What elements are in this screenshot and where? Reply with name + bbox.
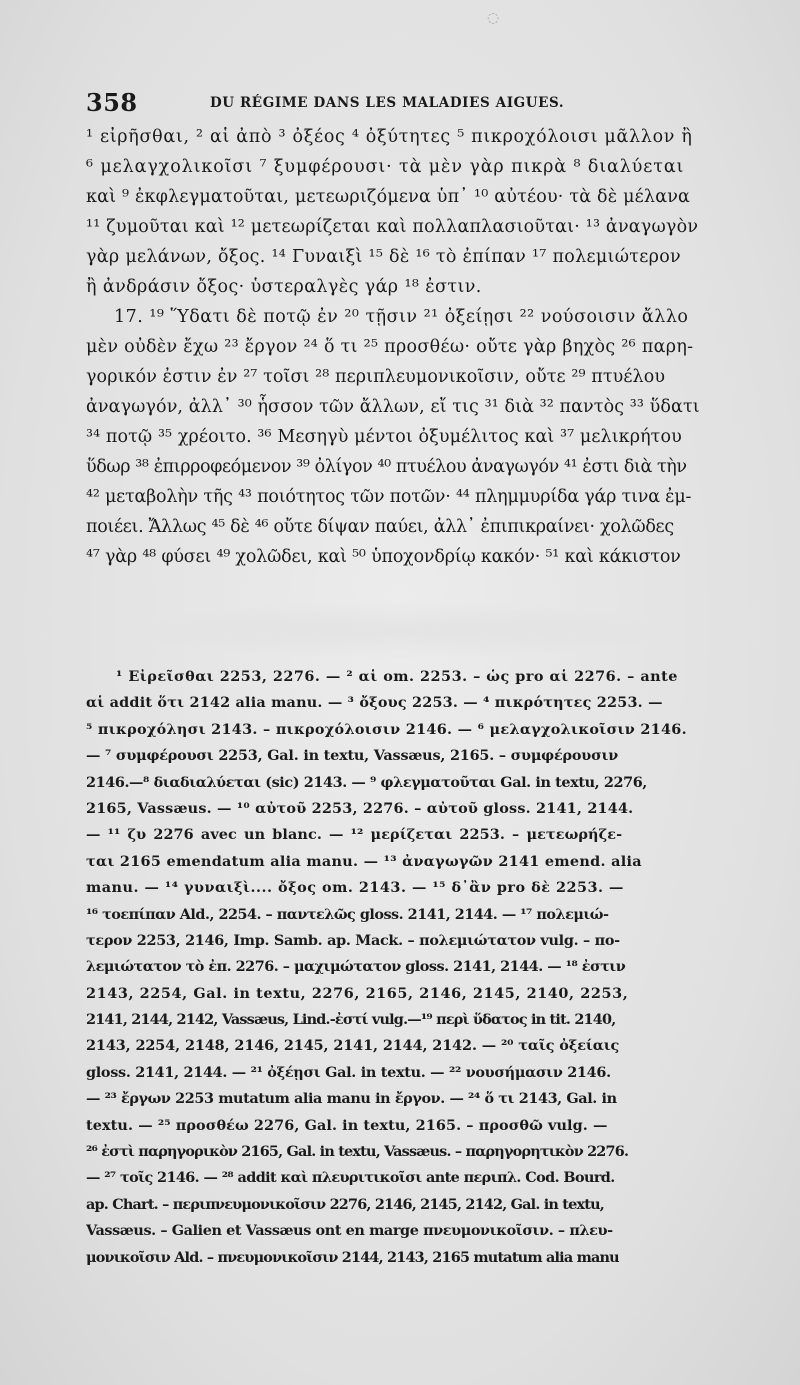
text-line: ⁶ μελαγχολικοῖσι ⁷ ξυμφέρουσι· τὰ μὲν γὰρ πικρὰ ⁸ διαλύεται (86, 157, 685, 177)
note-line: — ¹¹ ζυ 2276 avec un blanc. — ¹² μερίζεται 2253. – μετεωρήζε- (86, 826, 623, 844)
text-line: γὰρ μελάνων, ὄξος. ¹⁴ Γυναιξὶ ¹⁵ δὲ ¹⁶ τὸ ἐπίπαν ¹⁷ πολεμιώτερον (86, 247, 681, 267)
greek-main-text (86, 122, 746, 572)
note-line: — ⁷ συμφέρουσι 2253, Gal. in textu, Vassæus, 2165. – συμφέρουσιν (86, 747, 619, 765)
text-line: καὶ ⁹ ἐκφλεγματοῦται, μετεωριζόμενα ὑπ᾽ ¹⁰ αὐτέου· τὰ δὲ μέλανα (86, 187, 691, 207)
note-line: λεμιώτατον τὸ ἐπ. 2276. – μαχιμώτατον gloss. 2141, 2144. — ¹⁸ ἐστιν (86, 958, 626, 976)
note-line: — ²⁷ τοῖς 2146. — ²⁸ addit καὶ πλευριτικοῖσι ante περιπλ. Cod. Bourd. (86, 1169, 615, 1187)
note-line: textu. — ²⁵ προσθέω 2276, Gal. in textu, 2165. – προσθῶ vulg. — (86, 1116, 608, 1134)
section-start-line: 17. ¹⁹ Ὕδατι δὲ ποτῷ ἐν ²⁰ τῇσιν ²¹ ὀξείῃσι ²² νούσοισιν ἄλλο (114, 307, 689, 327)
note-line: ²⁶ ἐστὶ παρηγορικὸν 2165, Gal. in textu, Vassæus. – παρηγορητικὸν 2276. (86, 1143, 629, 1161)
text-line: ποιέει. Ἄλλως ⁴⁵ δὲ ⁴⁶ οὔτε δίψαν παύει, ἀλλ᾽ ἐπιπικραίνει· χολῶδες (86, 517, 674, 537)
text-line: ³⁴ ποτῷ ³⁵ χρέοιτο. ³⁶ Μεσηγὺ μέντοι ὀξυμέλιτος καὶ ³⁷ μελικρήτου (86, 427, 682, 447)
note-line: μονικοῖσιν Ald. – πνευμονικοῖσιν 2144, 2143, 2165 mutatum alia manu (86, 1248, 619, 1266)
note-line: αἱ addit ὅτι 2142 alia manu. — ³ ὄξους 2253. — ⁴ πικρότητες 2253. — (86, 694, 663, 712)
text-line: ¹ εἰρῆσθαι, ² αἱ ἀπὸ ³ ὀξέος ⁴ ὀξύτητες ⁵ πικροχόλοισι μᾶλλον ἢ (86, 127, 693, 147)
text-line: ὕδωρ ³⁸ ἐπιρροφεόμενον ³⁹ ὀλίγον ⁴⁰ πτυέλου ἀναγωγόν ⁴¹ ἐστι διὰ τὴν (86, 457, 687, 477)
text-line: ⁴² μεταβολὴν τῆς ⁴³ ποιότητος τῶν ποτῶν· ⁴⁴ πλημμυρίδα γάρ τινα ἐμ- (86, 487, 692, 507)
note-line: manu. — ¹⁴ γυναιξὶ.... ὄξος om. 2143. — ¹⁵ δ᾽ἂν pro δὲ 2253. — (86, 879, 624, 897)
text-line: ἀναγωγόν, ἀλλ᾽ ³⁰ ἧσσον τῶν ἄλλων, εἴ τις ³¹ διὰ ³² παντὸς ³³ ὕδατι (86, 397, 700, 417)
critical-apparatus-notes (86, 664, 750, 1271)
note-line: ¹⁶ τοεπίπαν Ald., 2254. – παντελῶς gloss. 2141, 2144. — ¹⁷ πολεμιώ- (86, 905, 609, 923)
text-line: ¹¹ ζυμοῦται καὶ ¹² μετεωρίζεται καὶ πολλαπλασιοῦται· ¹³ ἀναγωγὸν (86, 217, 699, 237)
note-line: 2141, 2144, 2142, Vassæus, Lind.-ἐστί vulg.—¹⁹ περὶ ὕδατος in tit. 2140, (86, 1011, 616, 1029)
bleed-through-shadow (120, 600, 680, 660)
text-line: ⁴⁷ γὰρ ⁴⁸ φύσει ⁴⁹ χολῶδει, καὶ ⁵⁰ ὑποχονδρίῳ κακόν· ⁵¹ καὶ κάκιστον (86, 547, 681, 567)
note-line: ap. Chart. – περιπνευμονικοῖσιν 2276, 2146, 2145, 2142, Gal. in textu, (86, 1195, 604, 1213)
note-line: gloss. 2141, 2144. — ²¹ ὀξέῃσι Gal. in textu. — ²² νουσήμασιν 2146. (86, 1063, 611, 1081)
note-line: 2146.—⁸ διαδιαλύεται (sic) 2143. — ⁹ φλεγματοῦται Gal. in textu, 2276, (86, 773, 647, 791)
note-line: ⁵ πικροχόλησι 2143. – πικροχόλοισιν 2146. — ⁶ μελαγχολικοῖσιν 2146. (86, 720, 687, 738)
running-head: DU RÉGIME DANS LES MALADIES AIGUES. (210, 95, 565, 111)
ink-mark: ◌ (487, 10, 500, 26)
page-header (86, 88, 706, 118)
note-line: Vassæus. – Galien et Vassæus ont en marge πνευμονικοῖσιν. – πλευ- (86, 1222, 613, 1240)
note-line: 2165, Vassæus. — ¹⁰ αὐτοῦ 2253, 2276. – αὐτοῦ gloss. 2141, 2144. (86, 799, 634, 817)
note-line: 2143, 2254, Gal. in textu, 2276, 2165, 2146, 2145, 2140, 2253, (86, 984, 629, 1002)
note-line: 2143, 2254, 2148, 2146, 2145, 2141, 2144, 2142. — ²⁰ ταῖς ὀξείαις (86, 1037, 620, 1055)
note-line: ται 2165 emendatum alia manu. — ¹³ ἀναγωγῶν 2141 emend. alia (86, 852, 642, 870)
note-line: — ²³ ἔργων 2253 mutatum alia manu in ἔργον. — ²⁴ ὅ τι 2143, Gal. in (86, 1090, 617, 1108)
page-number: 358 (86, 88, 138, 117)
text-line: μὲν οὐδὲν ἔχω ²³ ἔργον ²⁴ ὅ τι ²⁵ προσθέω· οὔτε γὰρ βηχὸς ²⁶ παρη- (86, 337, 694, 357)
note-line: ¹ Εἰρεῖσθαι 2253, 2276. — ² αἱ om. 2253. – ὡς pro αἱ 2276. – ante (116, 668, 678, 685)
text-line: γορικόν ἐστιν ἐν ²⁷ τοῖσι ²⁸ περιπλευμονικοῖσιν, οὔτε ²⁹ πτυέλου (86, 367, 666, 387)
text-line: ἢ ἀνδράσιν ὄξος· ὑστεραλγὲς γάρ ¹⁸ ἐστιν. (86, 277, 482, 297)
note-line: τερον 2253, 2146, Imp. Samb. ap. Mack. – πολεμιώτατον vulg. – πο- (86, 931, 620, 949)
